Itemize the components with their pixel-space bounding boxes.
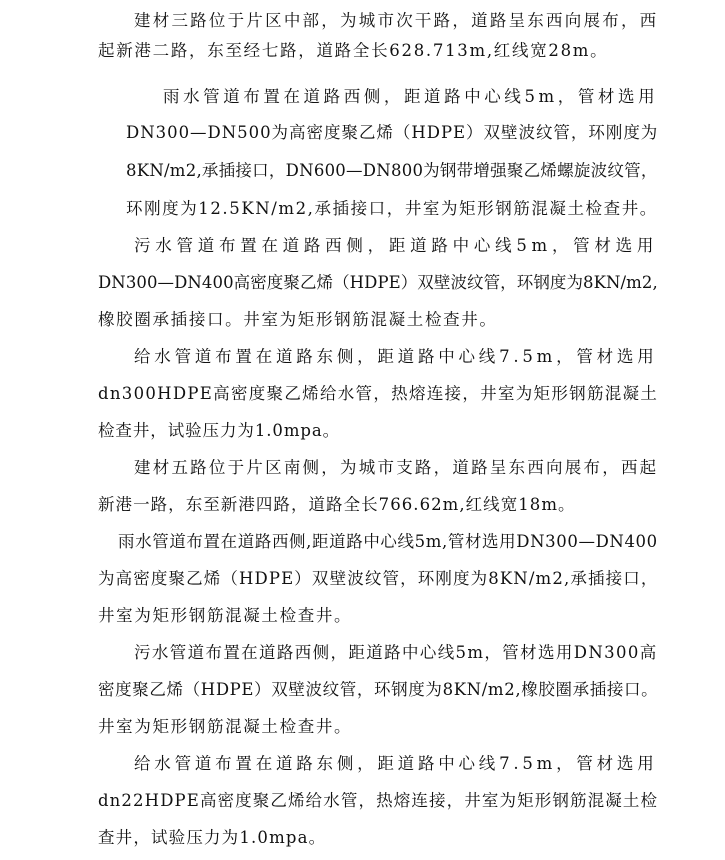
text-line: 建材五路位于片区南侧，为城市支路，道路呈东西向展布，西起 — [134, 458, 659, 477]
text-line: 雨水管道布置在道路西侧,距道路中心线5m,管材选用DN300—DN400 — [118, 532, 658, 551]
text-line: dn22HDPE高密度聚乙烯给水管，热熔连接，井室为矩形钢筋混凝土检 — [98, 791, 659, 810]
text-line: 污水管道布置在道路西侧，距道路中心线5m，管材选用 — [134, 236, 659, 255]
text-line: DN300—DN500为高密度聚乙烯（HDPE）双壁波纹管，环刚度为 — [126, 123, 659, 142]
text-line: 检查井，试验压力为1.0mpa。 — [98, 421, 341, 440]
text-line: 密度聚乙烯（HDPE）双壁波纹管，环钢度为8KN/m2,橡胶圈承插接口。 — [98, 680, 659, 699]
text-line: 为高密度聚乙烯（HDPE）双壁波纹管，环刚度为8KN/m2,承插接口， — [98, 569, 659, 588]
text-line: 污水管道布置在道路西侧，距道路中心线5m，管材选用DN300高 — [134, 643, 658, 662]
text-line: 起新港二路，东至经七路，道路全长628.713m,红线宽28m。 — [98, 41, 609, 60]
text-line: 查井，试验压力为1.0mpa。 — [98, 828, 327, 847]
text-line: 新港一路，东至新港四路，道路全长766.62m,红线宽18m。 — [98, 495, 576, 514]
text-line: 给水管道布置在道路东侧，距道路中心线7.5m，管材选用 — [134, 347, 658, 366]
text-line: 井室为矩形钢筋混凝土检查井。 — [98, 717, 353, 736]
text-line: 雨水管道布置在道路西侧，距道路中心线5m，管材选用 — [163, 87, 659, 106]
text-line: DN300—DN400高密度聚乙烯（HDPE）双壁波纹管，环钢度为8KN/m2, — [98, 273, 658, 292]
text-line: 8KN/m2,承插接口，DN600—DN800为钢带增强聚乙烯螺旋波纹管， — [126, 161, 658, 180]
text-line: 环刚度为12.5KN/m2,承插接口，井室为矩形钢筋混凝土检查井。 — [126, 199, 658, 218]
text-line: 给水管道布置在道路东侧，距道路中心线7.5m，管材选用 — [134, 754, 658, 773]
text-line: dn300HDPE高密度聚乙烯给水管，热熔连接，井室为矩形钢筋混凝土 — [98, 384, 659, 403]
text-line: 井室为矩形钢筋混凝土检查井。 — [98, 606, 353, 625]
text-line: 橡胶圈承插接口。井室为矩形钢筋混凝土检查井。 — [98, 310, 498, 329]
text-line: 建材三路位于片区中部，为城市次干路，道路呈东西向展布，西 — [134, 11, 659, 30]
